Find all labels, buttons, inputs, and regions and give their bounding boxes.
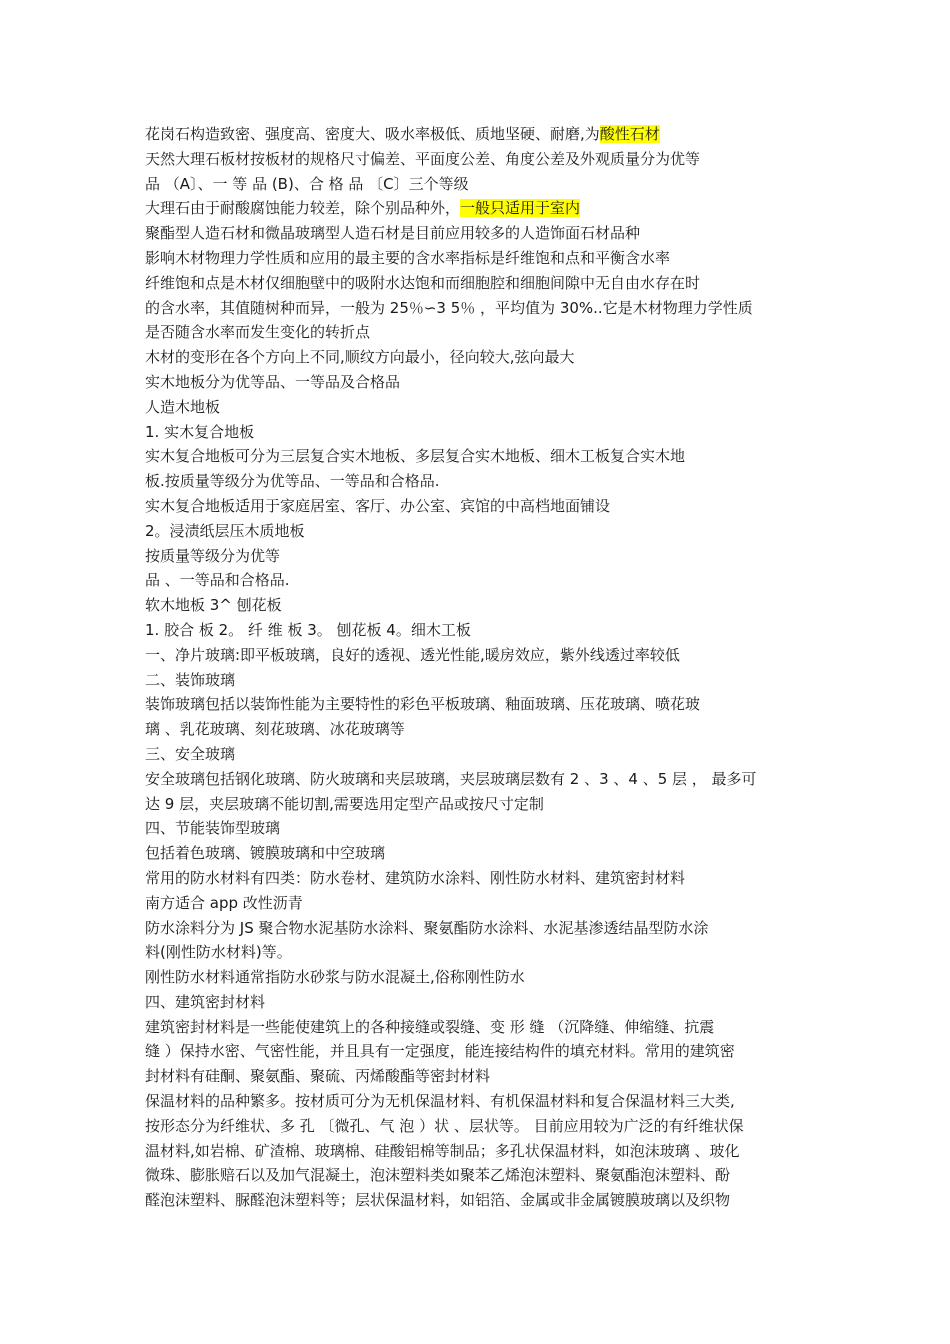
text-line [145, 370, 810, 395]
line-text: 建筑密封材料是一些能使建筑上的各种接缝或裂缝、变 形 缝 （沉降缝、伸缩缝、抗震 [145, 1017, 715, 1036]
line-text: 人造木地板 [145, 397, 221, 416]
line-text: 料(刚性防水材料)等。 [145, 943, 292, 962]
highlighted-text: 酸性石材 [599, 125, 660, 143]
text-line [145, 593, 810, 618]
text-line [145, 172, 810, 197]
line-text: 包括着色玻璃、镀膜玻璃和中空玻璃 [145, 844, 386, 863]
text-line [145, 1039, 810, 1064]
text-line [145, 494, 810, 519]
line-text: 品 、一等品和合格品. [145, 571, 290, 590]
text-line [145, 1114, 810, 1139]
line-text: 缝 ）保持水密、气密性能，并且具有一定强度，能连接结构件的填充材料。常用的建筑密 [145, 1042, 735, 1061]
line-text: 是否随含水率而发生变化的转折点 [145, 323, 371, 342]
text-line [145, 742, 810, 767]
text-line [145, 1188, 810, 1213]
text-line [145, 147, 810, 172]
line-text: 2。浸渍纸层压木质地板 [145, 521, 305, 540]
line-text: 聚酯型人造石材和微晶玻璃型人造石材是目前应用较多的人造饰面石材品种 [145, 224, 641, 243]
highlighted-text: 一般只适用于室内 [460, 199, 581, 218]
text-line [145, 320, 810, 345]
line-text: 四、节能装饰型玻璃 [145, 819, 281, 838]
line-text: 封材料有硅酮、聚氨酯、聚硫、丙烯酸酯等密封材料 [145, 1067, 491, 1086]
line-text: 三、安全玻璃 [145, 744, 236, 763]
document-body [145, 122, 810, 1213]
line-text: 实木复合地板适用于家庭居室、客厅、办公室、宾馆的中高档地面铺设 [145, 496, 611, 515]
line-text: 南方适合 app 改性沥青 [145, 893, 303, 912]
line-text: 装饰玻璃包括以装饰性能为主要特性的彩色平板玻璃、釉面玻璃、压花玻璃、喷花玻 [145, 695, 701, 714]
text-line [145, 891, 810, 916]
line-text: 按形态分为纤维状、多 孔 〔微孔、气 泡 ）状 、层状等。 目前应用较为广泛的有纤维状保 [145, 1116, 744, 1135]
text-line [145, 122, 810, 147]
text-line [145, 1163, 810, 1188]
text-line [145, 717, 810, 742]
text-line [145, 221, 810, 246]
text-line [145, 866, 810, 891]
text-line [145, 196, 810, 221]
text-line [145, 916, 810, 941]
text-line [145, 420, 810, 445]
line-text: 防水涂料分为 JS 聚合物水泥基防水涂料、聚氨酯防水涂料、水泥基渗透结晶型防水涂 [145, 918, 709, 937]
text-line [145, 246, 810, 271]
line-text: 1. 实木复合地板 [145, 422, 255, 441]
line-text: 板.按质量等级分为优等品、一等品和合格品. [145, 472, 440, 491]
line-text: 保温材料的品种繁多。按材质可分为无机保温材料、有机保温材料和复合保温材料三大类, [145, 1092, 735, 1111]
text-line [145, 296, 810, 321]
text-line [145, 990, 810, 1015]
line-text: 按质量等级分为优等 [145, 546, 281, 565]
text-line [145, 1015, 810, 1040]
line-text: 软木地板 3^ 刨花板 [145, 596, 282, 615]
text-line [145, 395, 810, 420]
line-text: 1. 胶合 板 2。 纤 维 板 3。 刨花板 4。细木工板 [145, 620, 471, 639]
text-line [145, 271, 810, 296]
line-text: 微珠、膨胀赔石以及加气混凝土，泡沫塑料类如聚苯乙烯泡沫塑料、聚氨酯泡沫塑料、酚 [145, 1166, 731, 1185]
text-line [145, 841, 810, 866]
text-line [145, 643, 810, 668]
text-line [145, 544, 810, 569]
line-text: 璃 、乳花玻璃、刻花玻璃、冰花玻璃等 [145, 720, 405, 739]
text-line [145, 519, 810, 544]
line-text: 纤维饱和点是木材仅细胞壁中的吸附水达饱和而细胞腔和细胞间隙中无自由水存在时 [145, 273, 701, 292]
text-line [145, 618, 810, 643]
line-text: 品 （A〕、一 等 品 (B)、合 格 品 〔C〕三个等级 [145, 174, 469, 193]
line-text: 花岗石构造致密、强度高、密度大、吸水率极低、质地坚硬、耐磨,为 [145, 125, 600, 143]
line-text: 实木地板分为优等品、一等品及合格品 [145, 372, 401, 391]
line-text: 醛泡沫塑料、脲醛泡沫塑料等；层状保温材料，如铝箔、金属或非金属镀膜玻璃以及织物 [145, 1191, 731, 1210]
text-line [145, 792, 810, 817]
line-text: 四、建筑密封材料 [145, 992, 266, 1011]
text-line [145, 940, 810, 965]
line-text: 木材的变形在各个方向上不同,顺纹方向最小，径向较大,弦向最大 [145, 348, 575, 367]
line-text: 常用的防水材料有四类：防水卷材、建筑防水涂料、刚性防水材料、建筑密封材料 [145, 868, 686, 887]
line-text: 大理石由于耐酸腐蚀能力较差，除个别品种外， [145, 199, 461, 218]
text-line [145, 965, 810, 990]
line-text: 达 9 层，夹层玻璃不能切割,需要选用定型产品或按尺寸定制 [145, 794, 544, 813]
text-line [145, 767, 810, 792]
line-text: 刚性防水材料通常指防水砂浆与防水混凝土,俗称刚性防水 [145, 968, 525, 987]
line-text: 影响木材物理力学性质和应用的最主要的含水率指标是纤维饱和点和平衡含水率 [145, 248, 671, 267]
line-text: 安全玻璃包括钢化玻璃、防火玻璃和夹层玻璃，夹层玻璃层数有 2 、3 、4 、5 层 ， 最多可 [145, 769, 757, 788]
text-line [145, 692, 810, 717]
text-line [145, 1064, 810, 1089]
text-line [145, 345, 810, 370]
line-text: 的含水率，其值随树种而异，一般为 25％∽3 5％ ，平均值为 30%..它是木材物理力学性质 [145, 298, 753, 317]
text-line [145, 668, 810, 693]
line-text: 二、装饰玻璃 [145, 670, 236, 689]
text-line [145, 444, 810, 469]
text-line [145, 1139, 810, 1164]
line-text: 温材料,如岩棉、矿渣棉、玻璃棉、硅酸铝棉等制品；多孔状保温材料，如泡沫玻璃 、玻化 [145, 1141, 740, 1160]
text-line [145, 1089, 810, 1114]
line-text: 天然大理石板材按板材的规格尺寸偏差、平面度公差、角度公差及外观质量分为优等 [145, 149, 701, 168]
text-line [145, 568, 810, 593]
line-text: 实木复合地板可分为三层复合实木地板、多层复合实木地板、细木工板复合实木地 [145, 447, 686, 466]
line-text: 一、净片玻璃:即平板玻璃，良好的透视、透光性能,暖房效应，紫外线透过率较低 [145, 645, 680, 664]
text-line [145, 469, 810, 494]
text-line [145, 816, 810, 841]
